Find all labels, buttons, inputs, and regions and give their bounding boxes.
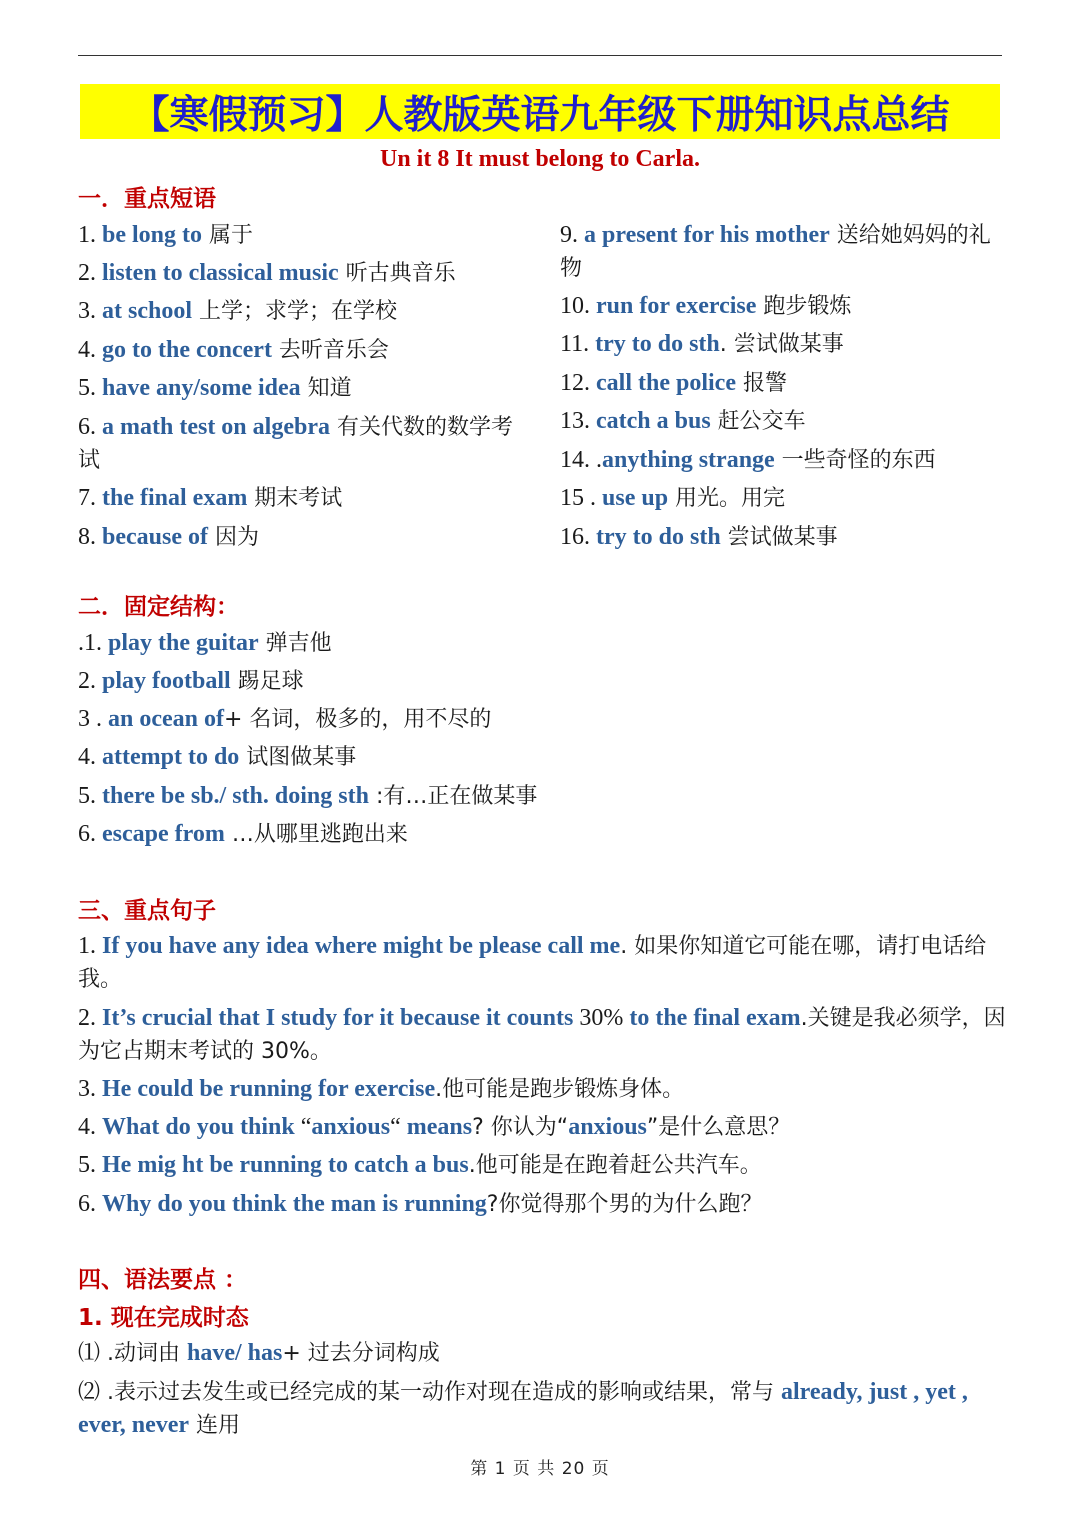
phrase-item: 15 . use up 用光。用完 bbox=[560, 485, 786, 511]
phrase-item: 3. at school 上学；求学；在学校 bbox=[78, 298, 397, 324]
phrase-item: 9. a present for his mother 送给她妈妈的礼物 bbox=[560, 222, 991, 281]
section-heading-grammar: 四、语法要点 ： bbox=[78, 1267, 248, 1293]
grammar-subheading: 1. 现在完成时态 bbox=[78, 1305, 249, 1331]
phrase-item: 7. the final exam 期末考试 bbox=[78, 485, 343, 511]
section-heading-sentences: 三、重点句子 bbox=[78, 898, 216, 924]
phrase-item: 5. have any/some idea 知道 bbox=[78, 375, 352, 401]
phrase-item: 13. catch a bus 赶公交车 bbox=[560, 408, 806, 434]
phrase-item: 4. go to the concert 去听音乐会 bbox=[78, 337, 389, 363]
phrase-item: 2. listen to classical music 听古典音乐 bbox=[78, 260, 456, 286]
title-banner bbox=[80, 84, 1000, 139]
section-heading-structures: 二．固定结构： bbox=[78, 594, 239, 620]
page-footer: 第 1 页 共 20 页 bbox=[470, 1459, 610, 1479]
structure-item: .1. play the guitar 弹吉他 bbox=[78, 630, 332, 656]
structure-item: 2. play football 踢足球 bbox=[78, 668, 304, 694]
phrase-item: 16. try to do sth 尝试做某事 bbox=[560, 524, 838, 550]
sentence-item: 1. If you have any idea where might be please call me. 如果你知道它可能在哪，请打电话给我。 bbox=[78, 933, 987, 992]
sentence-item: 4. What do you think “anxious“ means? 你认为“anxious”是什么意思？ bbox=[78, 1114, 791, 1140]
section-heading-phrases: 一．重点短语 bbox=[78, 186, 216, 212]
grammar-item: ⑵ .表示过去发生或已经完成的某一动作对现在造成的影响或结果，常与 already, just , yet , ever, never 连用 bbox=[78, 1379, 968, 1438]
phrase-item: 14. .anything strange 一些奇怪的东西 bbox=[560, 447, 936, 473]
structure-item: 5. there be sb./ sth. doing sth :有…正在做某事 bbox=[78, 783, 538, 809]
phrase-item: 1. be long to 属于 bbox=[78, 222, 254, 248]
phrase-item: 12. call the police 报警 bbox=[560, 370, 787, 396]
phrase-item: 6. a math test on algebra 有关代数的数学考试 bbox=[78, 414, 513, 473]
phrase-item: 11. try to do sth. 尝试做某事 bbox=[560, 331, 844, 357]
page-title: 【寒假预习】人教版英语九年级下册知识点总结 bbox=[130, 92, 950, 138]
phrase-item: 10. run for exercise 跑步锻炼 bbox=[560, 293, 852, 319]
sentence-item: 3. He could be running for exercise.他可能是跑步锻炼身体。 bbox=[78, 1076, 685, 1102]
phrase-item: 8. because of 因为 bbox=[78, 524, 259, 550]
structure-item: 6. escape from …从哪里逃跑出来 bbox=[78, 821, 408, 847]
unit-title: Un it 8 It must belong to Carla. bbox=[379, 146, 700, 172]
top-rule bbox=[78, 55, 1002, 56]
sentence-item: 6. Why do you think the man is running?你觉得那个男的为什么跑？ bbox=[78, 1191, 763, 1217]
sentence-item: 5. He mig ht be running to catch a bus.他可能是在跑着赶公共汽车。 bbox=[78, 1152, 762, 1178]
grammar-item: ⑴ .动词由 have/ has+ 过去分词构成 bbox=[78, 1340, 440, 1366]
sentence-item: 2. It’s crucial that I study for it because it counts 30% to the final exam.关键是我必须学，因为它占期末考试的 30%。 bbox=[78, 1005, 1006, 1064]
structure-item: 3 . an ocean of+ 名词，极多的，用不尽的 bbox=[78, 706, 492, 732]
structure-item: 4. attempt to do 试图做某事 bbox=[78, 744, 357, 770]
